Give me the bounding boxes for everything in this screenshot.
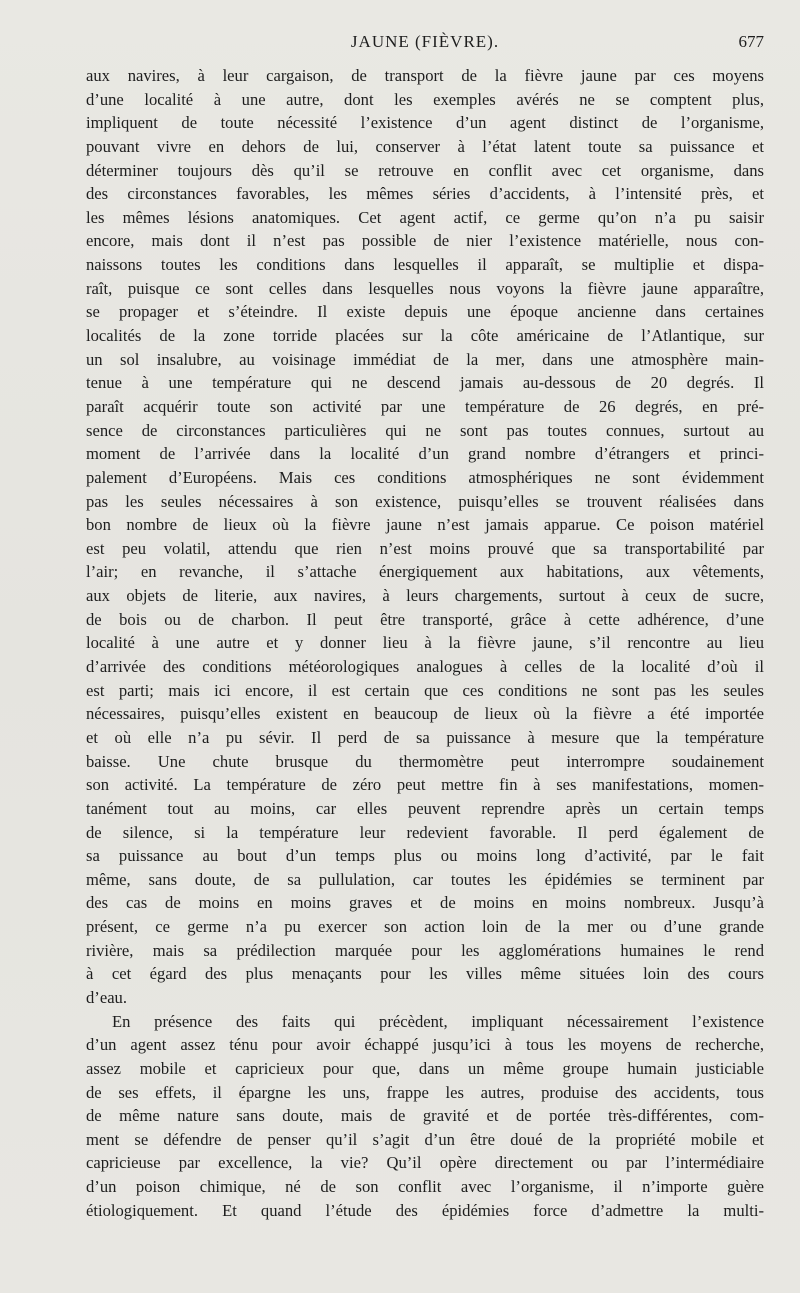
text-line: d’un agent assez ténu pour avoir échappé jusqu’ici à tous les moyens de recherche, xyxy=(86,1035,764,1055)
text-line: tenue à une température qui ne descend jamais au-dessous de 20 degrés. Il xyxy=(86,373,764,393)
text-line: naissons toutes les conditions dans lesquelles il apparaît, se multiplie et dispa- xyxy=(86,255,764,275)
text-line: pas les seules nécessaires à son existence, puisqu’elles se trouvent réalisées dans xyxy=(86,491,764,511)
text-line: à cet égard des plus menaçants pour les villes même situées loin des cours xyxy=(86,964,764,984)
text-line: rivière, mais sa prédilection marquée pour les agglomérations humaines le rend xyxy=(86,940,764,960)
text-line: de même nature sans doute, mais de gravité et de portée très-différentes, com- xyxy=(86,1106,764,1126)
text-line: localité à une autre et y donner lieu à la fièvre jaune, s’il rencontre au lieu xyxy=(86,633,764,653)
text-line: un sol insalubre, au voisinage immédiat de la mer, dans une atmosphère main- xyxy=(86,349,764,369)
text-line: et où elle n’a pu sévir. Il perd de sa puissance à mesure que la température xyxy=(86,727,764,747)
text-line: de bois ou de charbon. Il peut être transporté, grâce à cette adhérence, d’une xyxy=(86,609,764,629)
text-line: paraît acquérir toute son activité par une température de 26 degrés, en pré- xyxy=(86,396,764,416)
text-line: aux navires, à leur cargaison, de transport de la fièvre jaune par ces moyens xyxy=(86,66,764,85)
text-line: présent, ce germe n’a pu exercer son action loin de la mer ou d’une grande xyxy=(86,917,764,937)
text-line: impliquent de toute nécessité l’existence d’un agent distinct de l’organisme, xyxy=(86,113,764,133)
page-number: 677 xyxy=(738,32,764,51)
text-line: se propager et s’éteindre. Il existe depuis une époque ancienne dans certaines xyxy=(86,302,764,322)
text-line: d’arrivée des conditions météorologiques analogues à celles de la localité d’où il xyxy=(86,657,764,677)
text-line: capricieuse par excellence, la vie? Qu’il opère directement ou par l’intermédiaire xyxy=(86,1153,764,1173)
text-line: aux objets de literie, aux navires, à leurs chargements, surtout à ceux de sucre, xyxy=(86,586,764,606)
text-line: En présence des faits qui précèdent, impliquant nécessairement l’existence xyxy=(112,1011,764,1031)
running-head xyxy=(86,32,764,58)
text-line: son activité. La température de zéro peut mettre fin à ses manifestations, momen- xyxy=(86,775,764,795)
text-line: bon nombre de lieux où la fièvre jaune n’est jamais apparue. Ce poison matériel xyxy=(86,515,764,535)
running-title: JAUNE (FIÈVRE). xyxy=(350,32,500,51)
text-line: assez mobile et capricieux pour que, dans un même groupe humain justiciable xyxy=(86,1058,764,1078)
text-line: de silence, si la température leur redevient favorable. Il perd également de xyxy=(86,822,764,842)
text-line: nécessaires, puisqu’elles existent en beaucoup de lieux où la fièvre a été importée xyxy=(86,704,764,724)
text-line: d’eau. xyxy=(86,987,127,1007)
text-line: des circonstances favorables, les mêmes séries d’accidents, à l’intensité près, et xyxy=(86,184,764,204)
text-line: déterminer toujours dès qu’il se retrouve en conflit avec cet organisme, dans xyxy=(86,160,764,180)
paragraph xyxy=(86,64,764,1010)
text-line: sence de circonstances particulières qui ne sont pas toutes connues, surtout au xyxy=(86,420,764,440)
text-line: de ses effets, il épargne les uns, frappe les autres, produise des accidents, tous xyxy=(86,1082,764,1102)
text-line: raît, puisque ce sont celles dans lesquelles nous voyons la fièvre jaune apparaître, xyxy=(86,278,764,298)
text-line: des cas de moins en moins graves et de moins en moins nombreux. Jusqu’à xyxy=(86,893,764,913)
text-line: l’air; en revanche, il s’attache énergiquement aux habitations, aux vêtements, xyxy=(86,562,764,582)
text-line: d’un poison chimique, né de son conflit avec l’organisme, il n’importe guère xyxy=(86,1177,764,1197)
text-line: ment se défendre de penser qu’il s’agit d’un être doué de la propriété mobile et xyxy=(86,1129,764,1149)
body-text xyxy=(86,64,764,1222)
text-line: étiologiquement. Et quand l’étude des épidémies force d’admettre la multi- xyxy=(86,1200,764,1220)
text-line: localités de la zone torride placées sur la côte américaine de l’Atlantique, sur xyxy=(86,326,764,346)
text-line: d’une localité à une autre, dont les exemples avérés ne se comptent plus, xyxy=(86,89,764,109)
paragraph xyxy=(86,1010,764,1223)
text-line: tanément tout au moins, car elles peuvent reprendre après un certain temps xyxy=(86,798,764,818)
text-line: même, sans doute, de sa pullulation, car toutes les épidémies se terminent par xyxy=(86,869,764,889)
text-line: pouvant vivre en dehors de lui, conserver à l’état latent toute sa puissance et xyxy=(86,136,764,156)
text-line: est peu volatil, attendu que rien n’est moins prouvé que sa transportabilité par xyxy=(86,538,764,558)
text-line: est parti; mais ici encore, il est certain que ces conditions ne sont pas les seules xyxy=(86,680,764,700)
text-line: encore, mais dont il n’est pas possible de nier l’existence matérielle, nous con- xyxy=(86,231,764,251)
text-line: palement d’Européens. Mais ces conditions atmosphériques ne sont évidemment xyxy=(86,467,764,487)
text-line: moment de l’arrivée dans la localité d’un grand nombre d’étrangers et princi- xyxy=(86,444,764,464)
text-line: les mêmes lésions anatomiques. Cet agent actif, ce germe qu’on n’a pu saisir xyxy=(86,207,764,227)
text-line: baisse. Une chute brusque du thermomètre peut interrompre soudainement xyxy=(86,751,764,771)
text-line: sa puissance au bout d’un temps plus ou moins long d’activité, par le fait xyxy=(86,846,764,866)
